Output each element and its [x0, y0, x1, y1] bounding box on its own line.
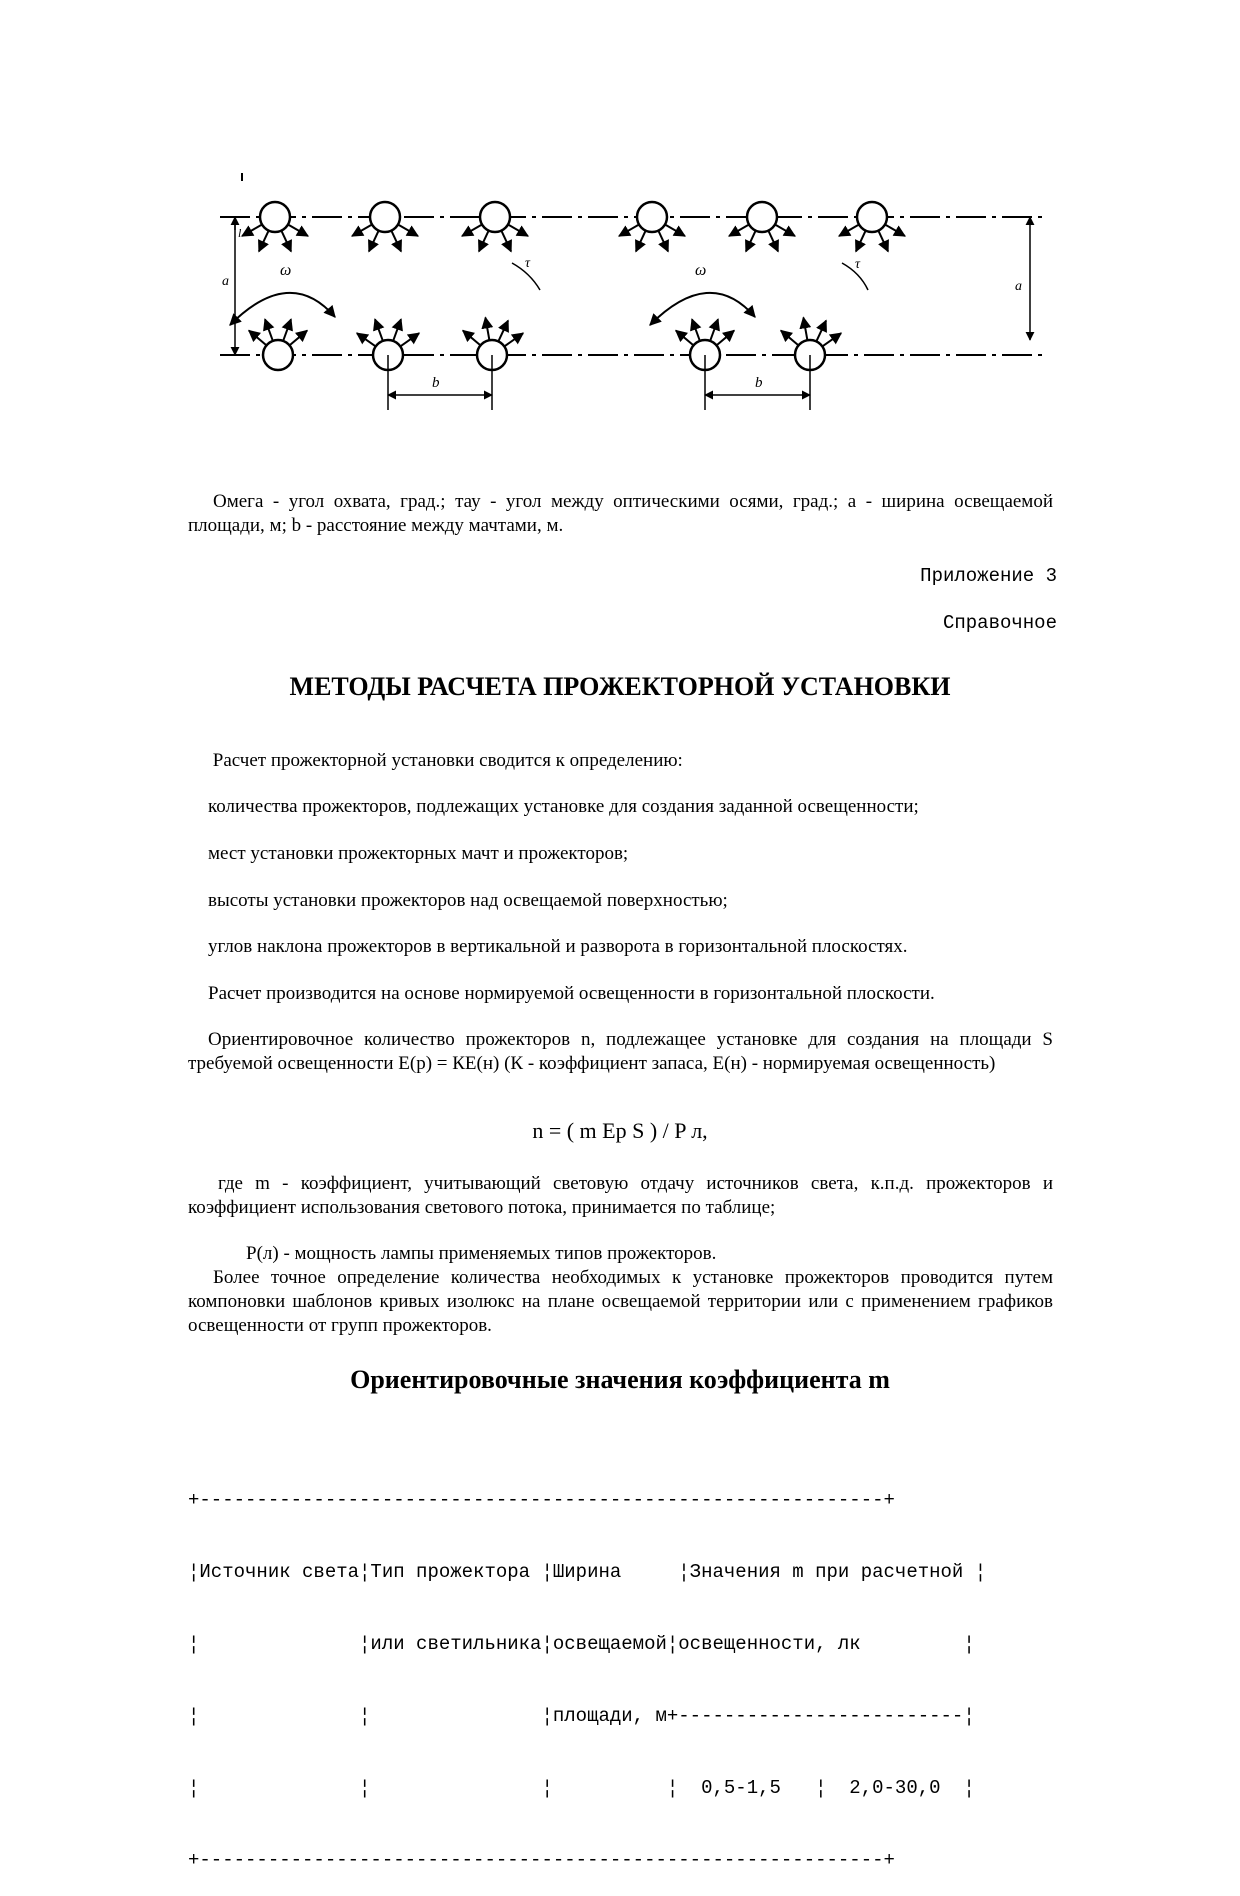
table-line: ¦ ¦ ¦площади, м+-------------------------¦	[188, 1705, 975, 1727]
table-line: +------------------------------------------------------------+	[188, 1849, 895, 1871]
omega-label-left: ω	[280, 262, 292, 279]
floodlight-icon	[839, 202, 905, 251]
table-line: ¦Источник света¦Тип прожектора ¦Ширина ¦Значения m при расчетной ¦	[188, 1561, 987, 1583]
dim-l: l	[238, 226, 242, 240]
table-line: ¦ ¦ ¦ ¦ 0,5-1,5 ¦ 2,0-30,0 ¦	[188, 1777, 975, 1799]
floodlight-icon	[463, 318, 523, 370]
dim-a-left: a	[222, 274, 229, 289]
omega-label-right: ω	[695, 262, 707, 279]
floodlight-icon	[352, 202, 418, 251]
floodlight-icon	[619, 202, 685, 251]
dim-b-left: b	[432, 375, 440, 391]
floodlight-icon	[462, 202, 528, 251]
floodlight-icon	[781, 318, 841, 370]
floodlight-icon	[249, 319, 307, 370]
dim-b-right: b	[755, 375, 763, 391]
list-item: мест установки прожекторных мачт и прожекторов;	[208, 843, 629, 864]
tau-label-right: τ	[855, 257, 861, 272]
floodlight-layout-diagram	[200, 155, 1060, 435]
paragraph-where-m: где m - коэффициент, учитывающий световую отдачу источников света, к.п.д. прожекторов и коэффициент использования светового потока, принимается по таблице;	[188, 1173, 1053, 1218]
paragraph-where-p: Р(л) - мощность лампы применяемых типов прожекторов.	[246, 1243, 717, 1264]
dim-a-right: a	[1015, 279, 1022, 294]
table-title: Ориентировочные значения коэффициента m	[350, 1365, 890, 1394]
appendix-number: Приложение 3	[920, 565, 1057, 587]
bottom-row-floodlights	[249, 318, 841, 370]
paragraph-basis: Расчет производится на основе нормируемой освещенности в горизонтальной плоскости.	[208, 983, 935, 1004]
omega-arc-left	[230, 293, 335, 325]
figure-caption: Омега - угол охвата, град.; тау - угол между оптическими осями, град.; а - ширина освещаемой площади, м; b - расстояние между мачтами, м.	[188, 491, 1053, 536]
appendix-type: Справочное	[942, 612, 1057, 634]
table-line: ¦ ¦или светильника¦освещаемой¦освещенности, лк ¦	[188, 1633, 975, 1655]
page-title: МЕТОДЫ РАСЧЕТА ПРОЖЕКТОРНОЙ УСТАНОВКИ	[289, 672, 951, 701]
list-item: высоты установки прожекторов над освещаемой поверхностью;	[208, 890, 728, 911]
paragraph-intro: Расчет прожекторной установки сводится к определению:	[208, 750, 683, 771]
floodlight-icon	[729, 202, 795, 251]
floodlight-icon	[242, 202, 308, 251]
table-line: +------------------------------------------------------------+	[188, 1489, 895, 1511]
top-row-floodlights	[242, 202, 905, 251]
list-item: углов наклона прожекторов в вертикальной и разворота в горизонтальной плоскостях.	[208, 936, 908, 957]
tau-label-left: τ	[525, 256, 531, 271]
paragraph-approx: Ориентировочное количество прожекторов n, подлежащее установке для создания на площади S требуемой освещенности Е(р) = КЕ(н) (К - коэффициент запаса, Е(н) - нормируемая освещенность)	[188, 1029, 1053, 1074]
list-item: количества прожекторов, подлежащих установке для создания заданной освещенности;	[208, 796, 919, 817]
diagram-svg	[200, 155, 1060, 435]
formula: n = ( m Ep S ) / P л,	[532, 1118, 708, 1143]
omega-arc-right	[650, 293, 755, 325]
pseudographic-table	[188, 1440, 986, 1896]
paragraph-precise: Более точное определение количества необходимых к установке прожекторов проводится путем компоновки шаблонов кривых изолюкс на плане освещаемой территории или с применением графиков освещенности от групп прожекторов.	[188, 1267, 1053, 1336]
